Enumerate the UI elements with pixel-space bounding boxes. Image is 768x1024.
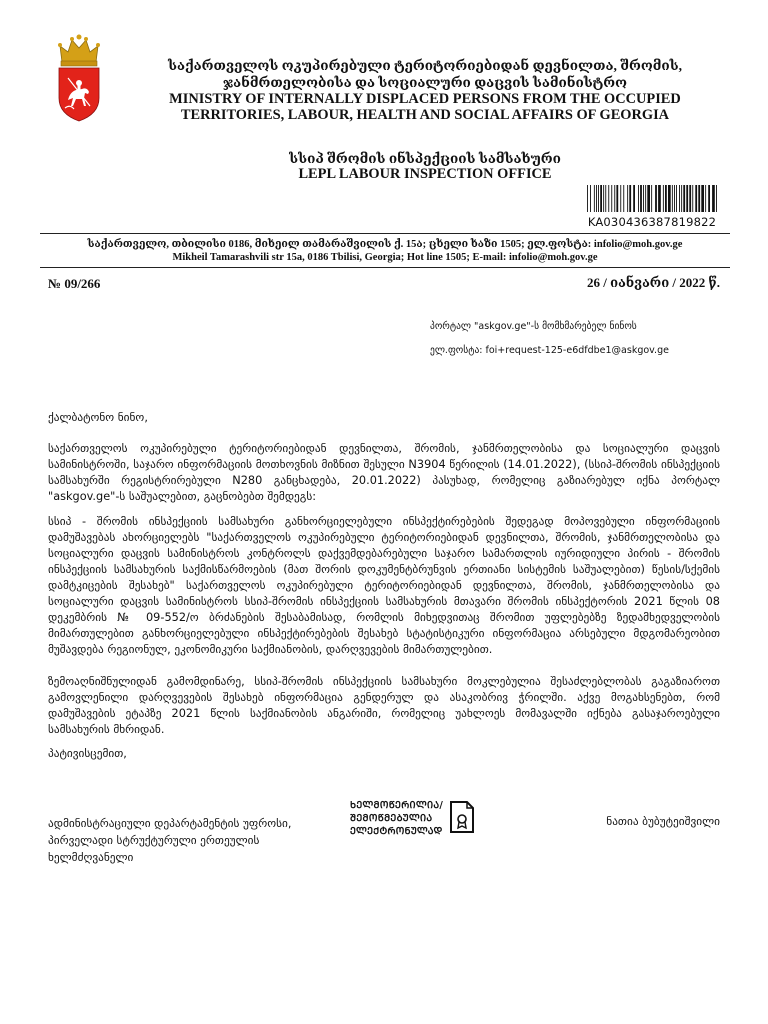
- recipient-name: პორტალ "askgov.ge"-ს მომხმარებელ ნინოს: [430, 321, 637, 332]
- signatory-name: ნათია ბუბუტეიშვილი: [606, 815, 720, 828]
- salutation: [48, 410, 720, 426]
- ministry-title-georgian-line1: საქართველოს ოკუპირებული ტერიტორიებიდან დევნილთა, შრომის,: [168, 58, 682, 73]
- signatory-title: [48, 815, 348, 866]
- ministry-title-english-line1: MINISTRY OF INTERNALLY DISPLACED PERSONS FROM THE OCCUPIED: [169, 91, 681, 107]
- closing-text: პატივისცემით,: [48, 747, 127, 760]
- ministry-title-english-line2: TERRITORIES, LABOUR, HEALTH AND SOCIAL AFFAIRS OF GEORGIA: [180, 107, 670, 123]
- body-paragraph-2: [48, 514, 720, 658]
- recipient-email: ელ.ფოსტა: foi+request-125-e6dfdbe1@askgov.ge: [430, 345, 669, 356]
- header-divider-top: [40, 233, 730, 234]
- barcode-number: KA030436387819822: [587, 215, 717, 229]
- office-title-georgian: სსიპ შრომის ინსპექციის სამსახური: [289, 151, 561, 166]
- ministry-title-georgian-line2: ჯანმრთელობისა და სოციალური დაცვის სამინისტრო: [223, 75, 627, 90]
- closing: [48, 746, 720, 762]
- stamp-line3: ᲔᲚᲔᲥᲢᲠᲝᲜᲣᲚᲐᲓ: [350, 826, 443, 837]
- address-georgian: საქართველო, თბილისი 0186, მიხეილ თამარაშვილის ქ. 15ა; ცხელი ხაზი 1505; ელ.ფოსტა: infolio@moh.gov.ge: [87, 239, 683, 250]
- signatory-title-line1: ადმინისტრაციული დეპარტამენტის უფროსი,: [48, 817, 292, 830]
- coat-of-arms-emblem: [54, 32, 104, 122]
- signatory-title-line3: ხელმძღვანელი: [48, 851, 134, 864]
- stamp-line2: ᲨᲔᲛᲝᲬᲛᲔᲑᲣᲚᲘᲐ: [350, 813, 433, 824]
- document-date: 26 / იანვარი / 2022 წ.: [587, 275, 720, 290]
- paragraph-2-text: სსიპ - შრომის ინსპექციის სამსახური განხორციელებული ინსპექტირებების შედეგად მოპოვებული ინფორმაციის დამუშავებას ახორციელებს "საქართველოს ოკუპირებული ტერიტორიებიდან დევნილთა, შრომის, ჯანმრთელობისა და სოციალური დაცვის სამინისტროს კონტროლს დაქვემდებარებული საჯარო სამართლის იურიდიული პირის - შრომის ინსპექციის სამსახურის საქმისწარმოების (მათ შორის დოკუმენტბრუნვის ერთიანი სისტემის საშუალებით) წესის/სქემის დამტკიცების შესახებ" საქართველოს ოკუპირებული ტერიტორიებიდან დევნილთა, შრომის, ჯანმრთელობისა და სოციალური დაცვის სამინისტროს სსიპ-შრომის ინსპექციის სამსახურის მთავარი შრომის ინსპექტორის 2021 წლის 08 დეკემბრის № 09-552/ო ბრძანების შესაბამისად, რომლის მიხედვითაც შრომით უფლებებზე ზედამხედველობის მიმართულებით განხორციელებული ინსპექტირებების შესახებ სტატისტიკური ინფორმაცია არსებული მდგომარეობით მუშავდება რეგიონულ, ეკონომიკური საქმიანობის, დარღვევების მიმართულებით.: [48, 515, 720, 656]
- header-divider-bottom: [40, 267, 730, 268]
- paragraph-1-text: საქართველოს ოკუპირებული ტერიტორიებიდან დევნილთა, შრომის, ჯანმრთელობისა და სოციალური დაცვის სამინისტროში, საჯარო ინფორმაციის მოთხოვნის მიზნით შესული N3904 წერილის (14.01.2022), (სსიპ-შრომის ინსპექციის სამსახურში რეგისტრირებული N280 განცხადება, 20.01.2022) პასუხად, რომელიც გაზიარებულ იქნა პორტალ "askgov.ge"-ს საშუალებით, გაცნობებთ შემდეგს:: [48, 442, 720, 503]
- salutation-text: ქალბატონო ნინო,: [48, 411, 148, 424]
- document-number: № 09/266: [48, 276, 101, 291]
- signatory-title-line2: პირველადი სტრუქტურული ერთეულის: [48, 834, 260, 847]
- document-seal-icon: [448, 800, 476, 834]
- body-paragraph-1: [48, 441, 720, 505]
- document-barcode: [586, 185, 718, 212]
- office-title-english: LEPL LABOUR INSPECTION OFFICE: [298, 166, 552, 182]
- address-english: Mikheil Tamarashvili str 15a, 0186 Tbilisi, Georgia; Hot line 1505; E-mail: infolio@moh.gov.ge: [172, 252, 598, 263]
- body-paragraph-3: [48, 674, 720, 738]
- stamp-line1: ᲮᲔᲚᲛᲝᲬᲔᲠᲘᲚᲘᲐ/: [350, 800, 444, 811]
- paragraph-3-text: ზემოაღნიშნულიდან გამომდინარე, სსიპ-შრომის ინსპექციის სამსახური მოკლებულია შესაძლებლობას გაგაზიაროთ გამოვლენილი დარღვევების შესახებ ინფორმაცია გენდერულ და ასაკობრივ ჭრილში. აქვე მოგახსენებთ, რომ დამუშავების ეტაპზე 2021 წლის საქმიანობის ანგარიში, რომელიც უახლოეს მომავალში იქნება გასაჯაროებული სამსახურის მხრიდან.: [48, 675, 720, 736]
